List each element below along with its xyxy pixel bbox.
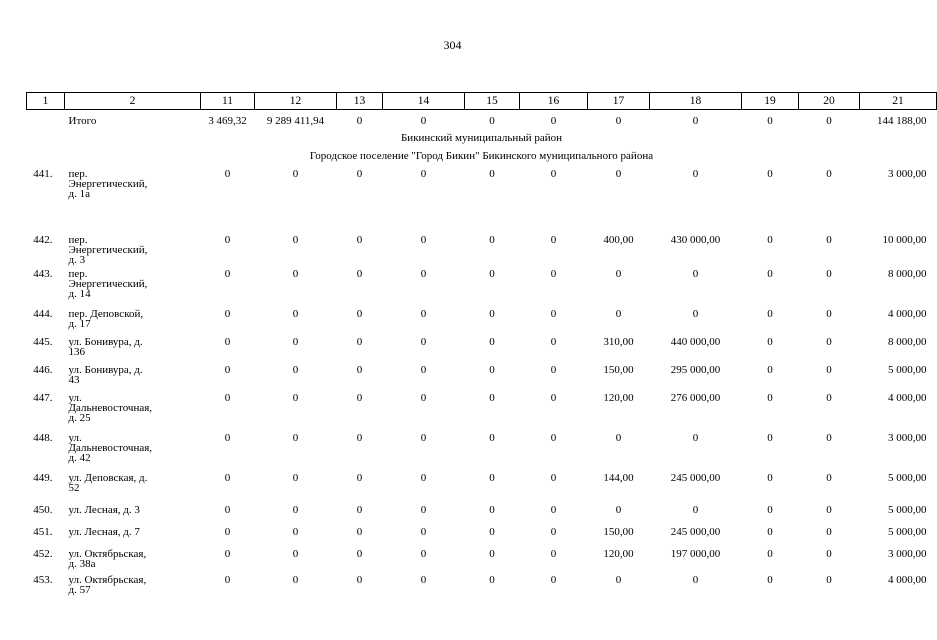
value-cell: 0 — [356, 234, 363, 246]
value-cell: 245 000,00 — [670, 526, 721, 538]
value-cell: 0 — [489, 168, 495, 180]
value-cell: 0 — [767, 526, 773, 538]
address-line: ул. Лесная, д. 3 — [68, 504, 140, 516]
value-cell: 144,00 — [603, 472, 634, 484]
value-cell: 0 — [420, 526, 427, 538]
value-cell: 0 — [826, 308, 832, 320]
value-cell: 0 — [692, 504, 699, 516]
value-cell: 0 — [767, 548, 773, 560]
value-cell: 0 — [292, 364, 299, 376]
value-cell: 3 000,00 — [888, 432, 927, 444]
value-cell: 0 — [356, 526, 363, 538]
value-cell: 0 — [489, 234, 495, 246]
value-cell: 310,00 — [603, 336, 634, 348]
value-cell: 0 — [550, 364, 557, 376]
row-number: 452. — [33, 548, 53, 560]
value-cell: 4 000,00 — [888, 574, 927, 586]
value-cell: 0 — [826, 526, 832, 538]
value-cell: 0 — [224, 392, 231, 404]
address-line: 52 — [68, 482, 80, 494]
value-cell: 0 — [615, 308, 622, 320]
table-row — [27, 429, 937, 469]
value-cell: 0 — [420, 234, 427, 246]
value-cell: 0 — [224, 432, 231, 444]
value-cell: 0 — [550, 168, 557, 180]
value-cell: 0 — [767, 472, 773, 484]
address-line: ул. Бонивура, д. — [68, 336, 143, 348]
table-row — [27, 265, 937, 305]
value-cell: 0 — [767, 392, 773, 404]
total-cell: 0 — [767, 115, 773, 127]
value-cell: 8 000,00 — [888, 268, 927, 280]
column-header: 13 — [337, 93, 383, 110]
value-cell: 0 — [224, 364, 231, 376]
address-cell — [65, 265, 201, 305]
address-line: ул. Октябрьская, — [68, 548, 147, 560]
address-line: 136 — [68, 346, 85, 358]
address-line: ул. Деповская, д. — [68, 472, 148, 484]
column-header: 11 — [201, 93, 255, 110]
value-cell: 400,00 — [603, 234, 634, 246]
address-cell — [65, 429, 201, 469]
value-cell: 4 000,00 — [888, 308, 927, 320]
total-cell — [27, 110, 65, 130]
value-cell: 120,00 — [603, 392, 634, 404]
value-cell: 295 000,00 — [670, 364, 721, 376]
row-number: 443. — [33, 268, 53, 280]
value-cell: 0 — [692, 268, 699, 280]
value-cell: 0 — [420, 504, 427, 516]
address-line: Энергетический, — [68, 278, 148, 290]
value-cell: 0 — [224, 526, 231, 538]
value-cell: 3 000,00 — [888, 168, 927, 180]
address-cell — [65, 231, 201, 265]
value-cell: 0 — [615, 574, 622, 586]
value-cell: 0 — [292, 336, 299, 348]
address-line: Дальневосточная, — [68, 402, 153, 414]
value-cell: 0 — [767, 268, 773, 280]
value-cell: 0 — [550, 574, 557, 586]
value-cell: 0 — [826, 364, 832, 376]
address-line: д. 1а — [68, 188, 90, 200]
address-line: д. 57 — [68, 584, 91, 596]
value-cell: 3 000,00 — [888, 548, 927, 560]
value-cell: 0 — [767, 432, 773, 444]
address-line: д. 14 — [68, 288, 91, 300]
address-line: ул. Октябрьская, — [68, 574, 147, 586]
value-cell: 0 — [767, 308, 773, 320]
total-cell: 0 — [826, 115, 832, 127]
value-cell: 0 — [356, 364, 363, 376]
address-cell — [65, 545, 201, 571]
value-cell: 5 000,00 — [888, 504, 927, 516]
value-cell: 0 — [292, 234, 299, 246]
total-cell: 0 — [420, 115, 427, 127]
value-cell: 0 — [489, 548, 495, 560]
value-cell: 0 — [292, 526, 299, 538]
value-cell: 430 000,00 — [670, 234, 721, 246]
address-line: пер. — [68, 234, 88, 246]
value-cell: 0 — [292, 432, 299, 444]
column-header: 21 — [860, 93, 937, 110]
value-cell: 5 000,00 — [888, 472, 927, 484]
value-cell: 0 — [767, 504, 773, 516]
value-cell: 0 — [224, 548, 231, 560]
value-cell: 0 — [489, 392, 495, 404]
value-cell: 0 — [550, 392, 557, 404]
column-header: 20 — [799, 93, 860, 110]
table-row — [27, 361, 937, 389]
section-row — [27, 129, 937, 147]
value-cell: 0 — [550, 504, 557, 516]
address-line: д. 17 — [68, 318, 91, 330]
table-row — [27, 501, 937, 523]
row-number: 444. — [33, 308, 53, 320]
total-row — [27, 110, 937, 130]
value-cell: 10 000,00 — [882, 234, 927, 246]
address-line: Дальневосточная, — [68, 442, 153, 454]
value-cell: 0 — [356, 504, 363, 516]
value-cell: 0 — [550, 472, 557, 484]
value-cell: 0 — [767, 364, 773, 376]
value-cell: 0 — [420, 574, 427, 586]
value-cell: 0 — [420, 432, 427, 444]
value-cell: 0 — [826, 504, 832, 516]
total-cell: 0 — [489, 115, 495, 127]
value-cell: 0 — [826, 392, 832, 404]
value-cell: 0 — [356, 168, 363, 180]
value-cell: 0 — [615, 504, 622, 516]
column-header: 18 — [650, 93, 742, 110]
value-cell: 0 — [826, 574, 832, 586]
address-line: Энергетический, — [68, 178, 148, 190]
value-cell: 150,00 — [603, 364, 634, 376]
value-cell: 0 — [356, 308, 363, 320]
address-cell — [65, 469, 201, 501]
value-cell: 276 000,00 — [670, 392, 721, 404]
value-cell: 0 — [292, 574, 299, 586]
column-header: 19 — [742, 93, 799, 110]
row-number: 442. — [33, 234, 53, 246]
value-cell: 0 — [224, 268, 231, 280]
row-number: 450. — [33, 504, 53, 516]
value-cell: 0 — [767, 234, 773, 246]
value-cell: 197 000,00 — [670, 548, 721, 560]
value-cell: 0 — [767, 168, 773, 180]
value-cell: 0 — [692, 308, 699, 320]
total-cell: 9 289 411,94 — [266, 115, 325, 127]
value-cell: 5 000,00 — [888, 526, 927, 538]
total-cell: 0 — [356, 115, 363, 127]
value-cell: 0 — [615, 432, 622, 444]
address-cell — [65, 333, 201, 361]
value-cell: 0 — [692, 432, 699, 444]
table-row — [27, 305, 937, 333]
value-cell: 0 — [550, 268, 557, 280]
row-number: 451. — [33, 526, 53, 538]
value-cell: 0 — [420, 548, 427, 560]
address-line: ул. Бонивура, д. — [68, 364, 143, 376]
address-line: д. 38а — [68, 558, 96, 570]
value-cell: 0 — [550, 548, 557, 560]
value-cell: 0 — [489, 268, 495, 280]
column-header: 2 — [65, 93, 201, 110]
value-cell: 0 — [292, 504, 299, 516]
value-cell: 0 — [767, 574, 773, 586]
column-header: 14 — [383, 93, 465, 110]
address-line: д. 42 — [68, 452, 91, 464]
value-cell: 0 — [420, 392, 427, 404]
total-cell: 144 188,00 — [877, 115, 927, 127]
value-cell: 5 000,00 — [888, 364, 927, 376]
address-line: д. 3 — [68, 254, 86, 266]
total-cell: 3 469,32 — [208, 115, 247, 127]
value-cell: 0 — [292, 268, 299, 280]
value-cell: 0 — [826, 336, 832, 348]
value-cell: 8 000,00 — [888, 336, 927, 348]
value-cell: 0 — [826, 168, 832, 180]
section-row — [27, 147, 937, 165]
value-cell: 0 — [420, 168, 427, 180]
table-row — [27, 523, 937, 545]
address-line: ул. — [68, 432, 82, 444]
value-cell: 0 — [550, 234, 557, 246]
table-row — [27, 469, 937, 501]
row-number: 448. — [33, 432, 53, 444]
value-cell: 120,00 — [603, 548, 634, 560]
column-header: 12 — [255, 93, 337, 110]
row-number: 445. — [33, 336, 53, 348]
address-line: Энергетический, — [68, 244, 148, 256]
total-cell: 0 — [550, 115, 557, 127]
table-row — [27, 545, 937, 571]
value-cell: 0 — [292, 472, 299, 484]
address-cell — [65, 571, 201, 599]
value-cell: 440 000,00 — [670, 336, 721, 348]
row-number: 441. — [33, 168, 53, 180]
table-row — [27, 231, 937, 265]
address-line: ул. — [68, 392, 82, 404]
value-cell: 0 — [615, 268, 622, 280]
column-header: 1 — [27, 93, 65, 110]
value-cell: 0 — [489, 364, 495, 376]
address-line: пер. — [68, 168, 88, 180]
value-cell: 0 — [420, 472, 427, 484]
value-cell: 0 — [224, 168, 231, 180]
total-label: Итого — [68, 115, 97, 127]
value-cell: 0 — [224, 504, 231, 516]
value-cell: 0 — [489, 432, 495, 444]
value-cell: 0 — [692, 168, 699, 180]
value-cell: 0 — [292, 168, 299, 180]
value-cell: 0 — [692, 574, 699, 586]
address-cell — [65, 389, 201, 429]
section-title-settlement: Городское поселение "Город Бикин" Бикинского муниципального района — [309, 150, 654, 162]
total-cell: 0 — [692, 115, 699, 127]
page-number: 304 — [443, 38, 462, 52]
table-row — [27, 165, 937, 231]
value-cell: 0 — [224, 472, 231, 484]
value-cell: 0 — [489, 574, 495, 586]
value-cell: 0 — [356, 472, 363, 484]
total-cell: 0 — [615, 115, 622, 127]
address-line: пер. Деповской, — [68, 308, 144, 320]
address-cell — [65, 361, 201, 389]
column-header: 16 — [520, 93, 588, 110]
address-cell — [65, 165, 201, 231]
value-cell: 0 — [356, 392, 363, 404]
column-header: 15 — [465, 93, 520, 110]
value-cell: 0 — [292, 548, 299, 560]
row-number: 449. — [33, 472, 53, 484]
value-cell: 150,00 — [603, 526, 634, 538]
value-cell: 0 — [356, 336, 363, 348]
table-row — [27, 389, 937, 429]
address-line: пер. — [68, 268, 88, 280]
value-cell: 0 — [420, 336, 427, 348]
address-line: 43 — [68, 374, 80, 386]
value-cell: 0 — [826, 472, 832, 484]
value-cell: 0 — [224, 574, 231, 586]
address-cell — [65, 501, 201, 523]
value-cell: 0 — [356, 268, 363, 280]
section-title-district: Бикинский муниципальный район — [400, 132, 563, 144]
value-cell: 0 — [550, 526, 557, 538]
value-cell: 0 — [550, 308, 557, 320]
value-cell: 0 — [489, 336, 495, 348]
address-line: ул. Лесная, д. 7 — [68, 526, 140, 538]
value-cell: 0 — [420, 364, 427, 376]
value-cell: 0 — [489, 308, 495, 320]
value-cell: 0 — [767, 336, 773, 348]
column-header: 17 — [588, 93, 650, 110]
value-cell: 0 — [292, 392, 299, 404]
value-cell: 0 — [356, 432, 363, 444]
value-cell: 0 — [826, 548, 832, 560]
row-number: 453. — [33, 574, 53, 586]
value-cell: 0 — [224, 336, 231, 348]
value-cell: 0 — [489, 504, 495, 516]
value-cell: 0 — [356, 574, 363, 586]
value-cell: 0 — [615, 168, 622, 180]
table-row — [27, 333, 937, 361]
value-cell: 0 — [420, 308, 427, 320]
value-cell: 0 — [224, 308, 231, 320]
header-row — [27, 93, 937, 110]
value-cell: 0 — [826, 234, 832, 246]
value-cell: 0 — [224, 234, 231, 246]
data-table — [26, 92, 937, 599]
address-cell — [65, 523, 201, 545]
value-cell: 245 000,00 — [670, 472, 721, 484]
value-cell: 4 000,00 — [888, 392, 927, 404]
value-cell: 0 — [489, 526, 495, 538]
value-cell: 0 — [826, 268, 832, 280]
value-cell: 0 — [356, 548, 363, 560]
value-cell: 0 — [550, 432, 557, 444]
value-cell: 0 — [292, 308, 299, 320]
address-cell — [65, 305, 201, 333]
address-line: д. 25 — [68, 412, 91, 424]
value-cell: 0 — [489, 472, 495, 484]
row-number: 446. — [33, 364, 53, 376]
row-number: 447. — [33, 392, 53, 404]
table-row — [27, 571, 937, 599]
value-cell: 0 — [550, 336, 557, 348]
value-cell: 0 — [826, 432, 832, 444]
value-cell: 0 — [420, 268, 427, 280]
